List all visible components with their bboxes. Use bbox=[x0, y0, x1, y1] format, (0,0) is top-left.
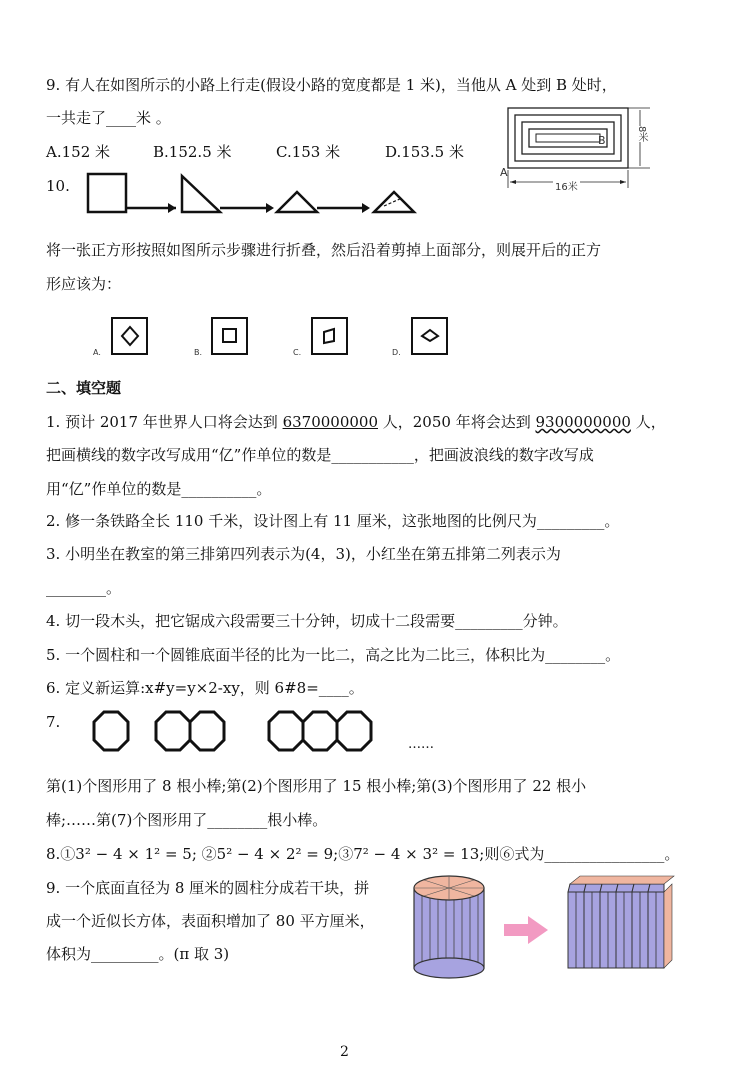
q10-line2: 形应该为： bbox=[46, 275, 122, 293]
fill-q1-line2: 把画横线的数字改写成用“亿”作单位的数是___________，把画波浪线的数字改写成 bbox=[46, 446, 594, 464]
q7-ellipsis: …… bbox=[408, 737, 434, 752]
q10-line1: 将一张正方形按照如图所示步骤进行折叠，然后沿着剪掉上面部分，则展开后的正方 bbox=[46, 241, 602, 259]
wavy-number: 9300000000 bbox=[535, 413, 631, 431]
fill-q1-line1 bbox=[46, 412, 666, 432]
q9-option-b: B.152.5 米 bbox=[153, 143, 232, 161]
page-number: 2 bbox=[340, 1044, 349, 1060]
q9-option-d: D.153.5 米 bbox=[385, 143, 464, 161]
fig-label-b: B bbox=[598, 134, 606, 147]
path-figure bbox=[500, 100, 660, 200]
fill-q7-line1: 第(1)个图形用了 8 根小棒;第(2)个图形用了 15 根小棒;第(3)个图形用了 22 根小 bbox=[46, 777, 587, 795]
q9-option-a: A.152 米 bbox=[46, 143, 110, 161]
section-title: 二、填空题 bbox=[46, 379, 122, 397]
fill-q1-line3: 用“亿”作单位的数是__________。 bbox=[46, 480, 272, 498]
q10-option-c-figure bbox=[310, 316, 350, 358]
fill-q1-pre: 1. 预计 2017 年世界人口将会达到 bbox=[46, 413, 283, 431]
fig-label-a: A bbox=[500, 166, 508, 179]
fig-label-height: 8米 bbox=[636, 126, 647, 143]
fill-q5: 5. 一个圆柱和一个圆锥底面半径的比为一比二，高之比为二比三，体积比为________。 bbox=[46, 646, 621, 664]
underlined-number: 6370000000 bbox=[282, 413, 378, 431]
fill-q7-number: 7. bbox=[46, 713, 61, 731]
fill-q9-line1: 9. 一个底面直径为 8 厘米的圆柱分成若干块，拼 bbox=[46, 879, 370, 897]
q10-option-b-figure bbox=[210, 316, 250, 358]
fill-q8: 8.①3² − 4 × 1² = 5; ②5² − 4 × 2² = 9;③7² − 4 × 3² = 13;则⑥式为________________。 bbox=[46, 845, 680, 863]
q10-number: 10. bbox=[46, 177, 70, 195]
q9-line1: 9. 有人在如图所示的小路上行走(假设小路的宽度都是 1 米)，当他从 A 处到 B 处时， bbox=[46, 76, 617, 94]
fill-q9-line3: 体积为_________。(π 取 3) bbox=[46, 945, 230, 963]
fill-q4: 4. 切一段木头，把它锯成六段需要三十分钟，切成十二段需要_________分钟。 bbox=[46, 612, 568, 630]
q9-option-c: C.153 米 bbox=[276, 143, 341, 161]
q10-option-c-label: C. bbox=[293, 348, 302, 357]
octagon-sequence-figure bbox=[88, 708, 398, 756]
q9-line2: 一共走了____米 。 bbox=[46, 109, 171, 127]
fill-q1-mid: 人，2050 年将会达到 bbox=[378, 413, 536, 431]
q10-option-a-figure bbox=[110, 316, 150, 358]
q10-option-b-label: B. bbox=[194, 348, 203, 357]
fill-q3-line1: 3. 小明坐在教室的第三排第四列表示为(4，3)，小红坐在第五排第二列表示为 bbox=[46, 545, 561, 563]
q10-option-d-label: D. bbox=[392, 348, 401, 357]
q10-option-a-label: A. bbox=[93, 348, 101, 357]
fill-q9-line2: 成一个近似长方体，表面积增加了 80 平方厘米， bbox=[46, 912, 375, 930]
fill-q3-line2: ________。 bbox=[46, 579, 122, 597]
cylinder-to-cuboid-figure bbox=[408, 872, 678, 984]
fill-q6: 6. 定义新运算:x#y=y×2-xy，则 6#8=____。 bbox=[46, 679, 364, 697]
fill-q2: 2. 修一条铁路全长 110 千米，设计图上有 11 厘米，这张地图的比例尺为_________。 bbox=[46, 512, 620, 530]
fig-label-width: 16米 bbox=[553, 178, 580, 193]
q10-option-d-figure bbox=[410, 316, 450, 358]
folding-steps-figure bbox=[84, 170, 424, 220]
fill-q1-post: 人， bbox=[630, 413, 666, 431]
fill-q7-line2: 棒;……第(7)个图形用了________根小棒。 bbox=[46, 811, 328, 829]
